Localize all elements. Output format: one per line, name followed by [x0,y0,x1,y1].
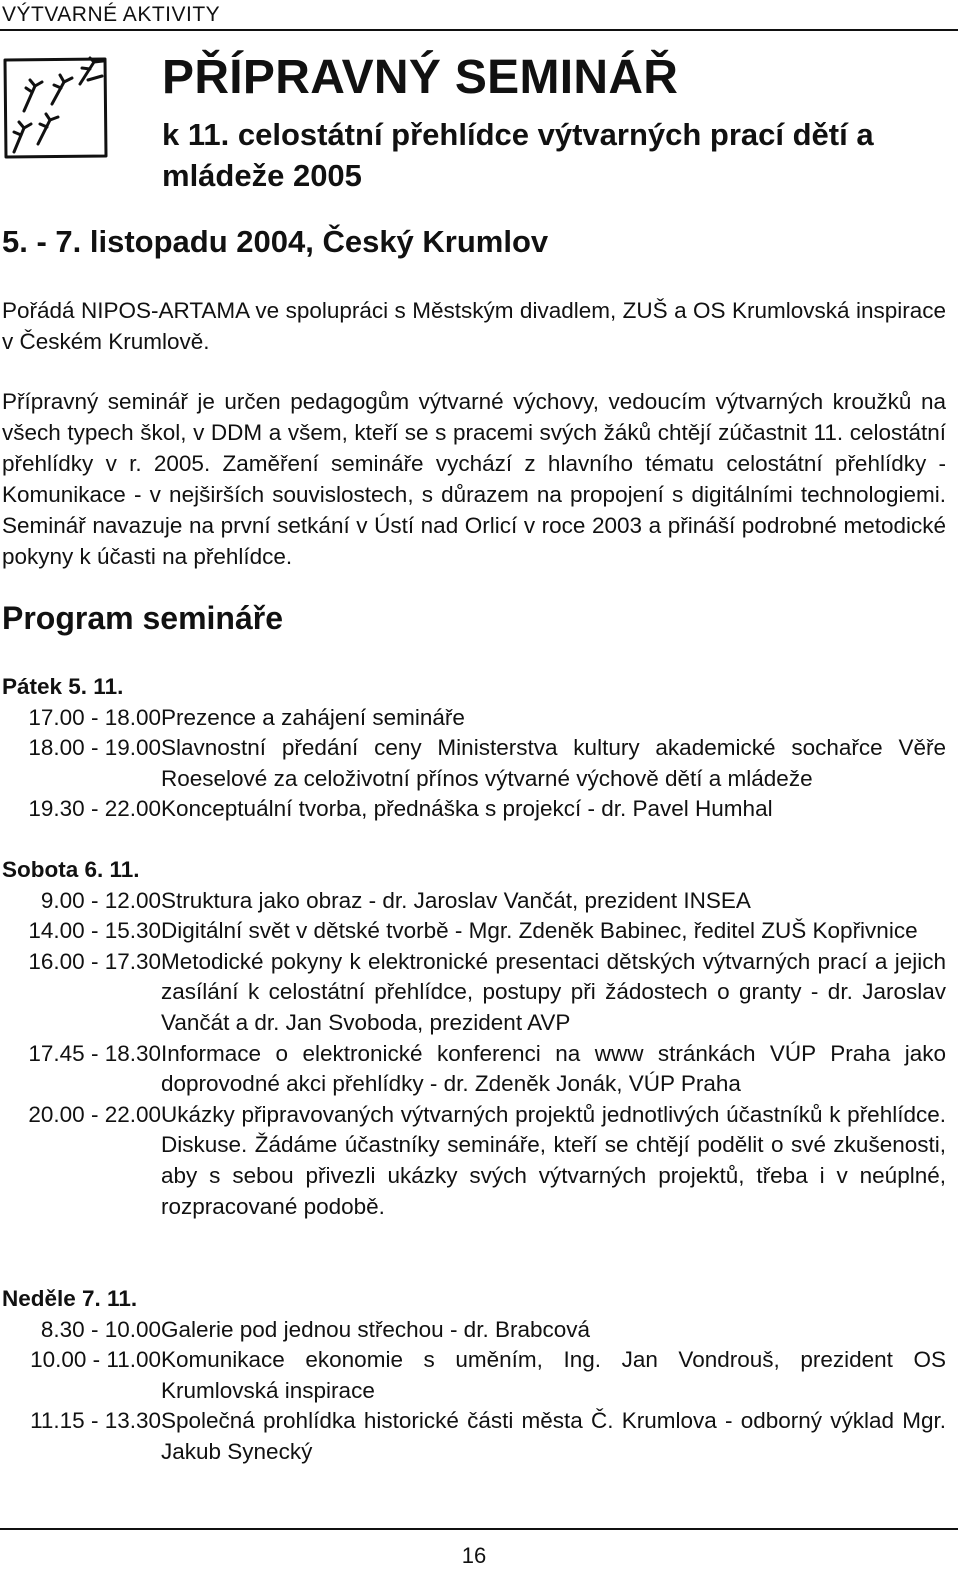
item-text: Digitální svět v dětské tvorbě - Mgr. Zdeněk Babinec, ředitel ZUŠ Kopřivnice [161,918,918,944]
item-time: 14.00 - 15.30 [28,918,161,944]
item-text: Informace o elektronické konferenci na www stránkách VÚP Praha jako doprovodné akci přehlídky - dr. Zdeněk Jonák, VÚP Praha [161,1040,946,1097]
day-heading: Pátek 5. 11. [2,674,124,699]
program-item [2,794,946,825]
item-text: Ukázky připravovaných výtvarných projektů jednotlivých účastníků k přehlídce. Diskuse. Žádáme účastníky semináře, kteří se chtějí podělit o své zkušenosti, aby s sebou přivezli ukázky svých výtvarných projektů, třeba i v neúplné, rozpracované podobě. [161,1101,946,1219]
item-time: 16.00 - 17.30 [28,948,161,974]
program-item [2,886,946,917]
item-text: Komunikace ekonomie s uměním, Ing. Jan Vondrouš, prezident OS Krumlovská inspirace [161,1347,946,1403]
bird-tracks-logo [2,56,110,164]
intro-paragraph: Přípravný seminář je určen pedagogům výtvarné výchovy, vedoucím výtvarných kroužků na všech typech škol, v DDM a všem, kteří se s pracemi svých žáků chtějí zúčastnit 11. celostátní přehlídky v r. 2005. Zaměření semináře vychází z hlavního tématu celostátní přehlídky - Komunikace - v nejširších souvislostech, s důrazem na propojení s digitálními technologiemi. Seminář navazuje na první setkání v Ústí nad Orlicí v roce 2003 a přináší podrobné metodické pokyny k účasti na přehlídce. [2,389,946,569]
item-time: 20.00 - 22.00 [28,1101,161,1127]
page-title: PŘÍPRAVNÝ SEMINÁŘ [162,51,679,104]
program-item [2,1100,946,1222]
item-text: Konceptuální tvorba, přednáška s projekcí - dr. Pavel Humhal [161,796,773,822]
item-time: 17.45 - 18.30 [28,1040,161,1066]
program-item [2,947,946,1039]
day-heading: Neděle 7. 11. [2,1286,138,1311]
day-heading: Sobota 6. 11. [2,857,140,882]
item-text: Prezence a zahájení semináře [161,704,465,730]
item-time: 19.30 - 22.00 [28,796,161,822]
program-item [2,1406,946,1467]
item-text: Metodické pokyny k elektronické presentaci dětských výtvarných prací a jejich zasílání k celostátní přehlídce, postupy při žádostech o granty - dr. Jaroslav Vančát a dr. Jan Svoboda, prezident AVP [161,948,946,1035]
program-item [2,1039,946,1100]
item-text: Struktura jako obraz - dr. Jaroslav Vančát, prezident INSEA [161,887,751,913]
section-header: VÝTVARNÉ AKTIVITY [2,3,221,26]
item-time: 17.00 - 18.00 [28,704,161,730]
item-text: Slavnostní předání ceny Ministerstva kultury akademické sochařce Věře Roeselové za celoživotní přínos výtvarné výchově dětí a mládeže [161,735,946,791]
item-time: 9.00 - 12.00 [40,887,161,913]
program-day-friday [2,672,946,825]
footer-rule [0,1528,958,1530]
program-day-sunday [2,1284,946,1468]
item-time: 8.30 - 10.00 [40,1316,161,1342]
page-subtitle: k 11. celostátní přehlídce výtvarných prací dětí a mládeže 2005 [162,117,874,193]
program-item [2,733,946,794]
event-dateline: 5. - 7. listopadu 2004, Český Krumlov [2,224,549,259]
item-text: Galerie pod jednou střechou - dr. Brabcová [161,1316,591,1342]
header-rule [0,29,958,31]
program-item [2,1315,946,1346]
program-heading: Program semináře [2,600,284,636]
program-day-saturday [2,855,946,1222]
item-time: 11.15 - 13.30 [30,1408,161,1434]
program-item [2,916,946,947]
program-item [2,703,946,734]
bird-tracks-icon [2,56,110,164]
program-item [2,1345,946,1406]
organizer-paragraph: Pořádá NIPOS-ARTAMA ve spolupráci s Městským divadlem, ZUŠ a OS Krumlovská inspirace v Českém Krumlově. [2,298,946,354]
item-time: 10.00 - 11.00 [30,1347,161,1373]
page-number: 16 [461,1543,487,1568]
item-time: 18.00 - 19.00 [28,735,161,761]
item-text: Společná prohlídka historické části města Č. Krumlova - odborný výklad Mgr. Jakub Synecký [161,1408,946,1464]
